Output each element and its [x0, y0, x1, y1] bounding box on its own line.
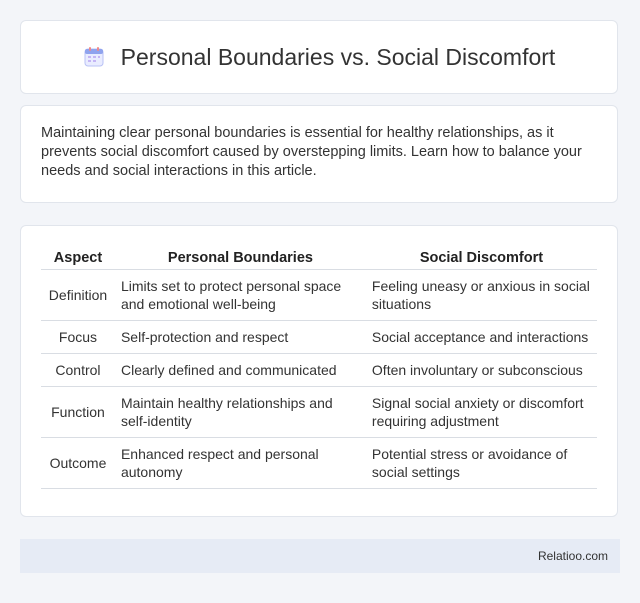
personal-boundaries-cell: Self-protection and respect: [115, 321, 366, 354]
intro-card: [20, 105, 618, 203]
row-aspect-cell: Outcome: [41, 438, 115, 489]
table-row: [41, 387, 597, 438]
title-wrap: [83, 44, 556, 71]
comparison-card: [20, 225, 618, 517]
table-row: [41, 438, 597, 489]
table-row: [41, 270, 597, 321]
row-aspect-cell: Function: [41, 387, 115, 438]
personal-boundaries-cell: Maintain healthy relationships and self-identity: [115, 387, 366, 438]
personal-boundaries-cell: Enhanced respect and personal autonomy: [115, 438, 366, 489]
title-card: [20, 20, 618, 94]
row-aspect-cell: Focus: [41, 321, 115, 354]
column-header-personal-boundaries: Personal Boundaries: [115, 244, 366, 270]
row-aspect-cell: Control: [41, 354, 115, 387]
intro-text: Maintaining clear personal boundaries is essential for healthy relationships, as it prevents social discomfort caused by overstepping limits. Learn how to balance your needs and social interactions in this article.: [41, 125, 582, 179]
table-header-row: [41, 244, 597, 270]
personal-boundaries-cell: Clearly defined and communicated: [115, 354, 366, 387]
page-title: Personal Boundaries vs. Social Discomfort: [120, 43, 556, 70]
social-discomfort-cell: Signal social anxiety or discomfort requiring adjustment: [366, 387, 597, 438]
footer-brand: Relatioo.com: [537, 549, 608, 563]
column-header-social-discomfort: Social Discomfort: [366, 244, 597, 270]
social-discomfort-cell: Potential stress or avoidance of social settings: [366, 438, 597, 489]
table-row: [41, 354, 597, 387]
column-header-aspect: Aspect: [41, 244, 115, 270]
social-discomfort-cell: Feeling uneasy or anxious in social situations: [366, 270, 597, 321]
comparison-table: [41, 244, 597, 489]
personal-boundaries-cell: Limits set to protect personal space and emotional well-being: [115, 270, 366, 321]
social-discomfort-cell: Often involuntary or subconscious: [366, 354, 597, 387]
row-aspect-cell: Definition: [41, 270, 115, 321]
table-row: [41, 321, 597, 354]
social-discomfort-cell: Social acceptance and interactions: [366, 321, 597, 354]
calendar-icon: [83, 46, 105, 68]
footer-bar: [20, 539, 620, 573]
